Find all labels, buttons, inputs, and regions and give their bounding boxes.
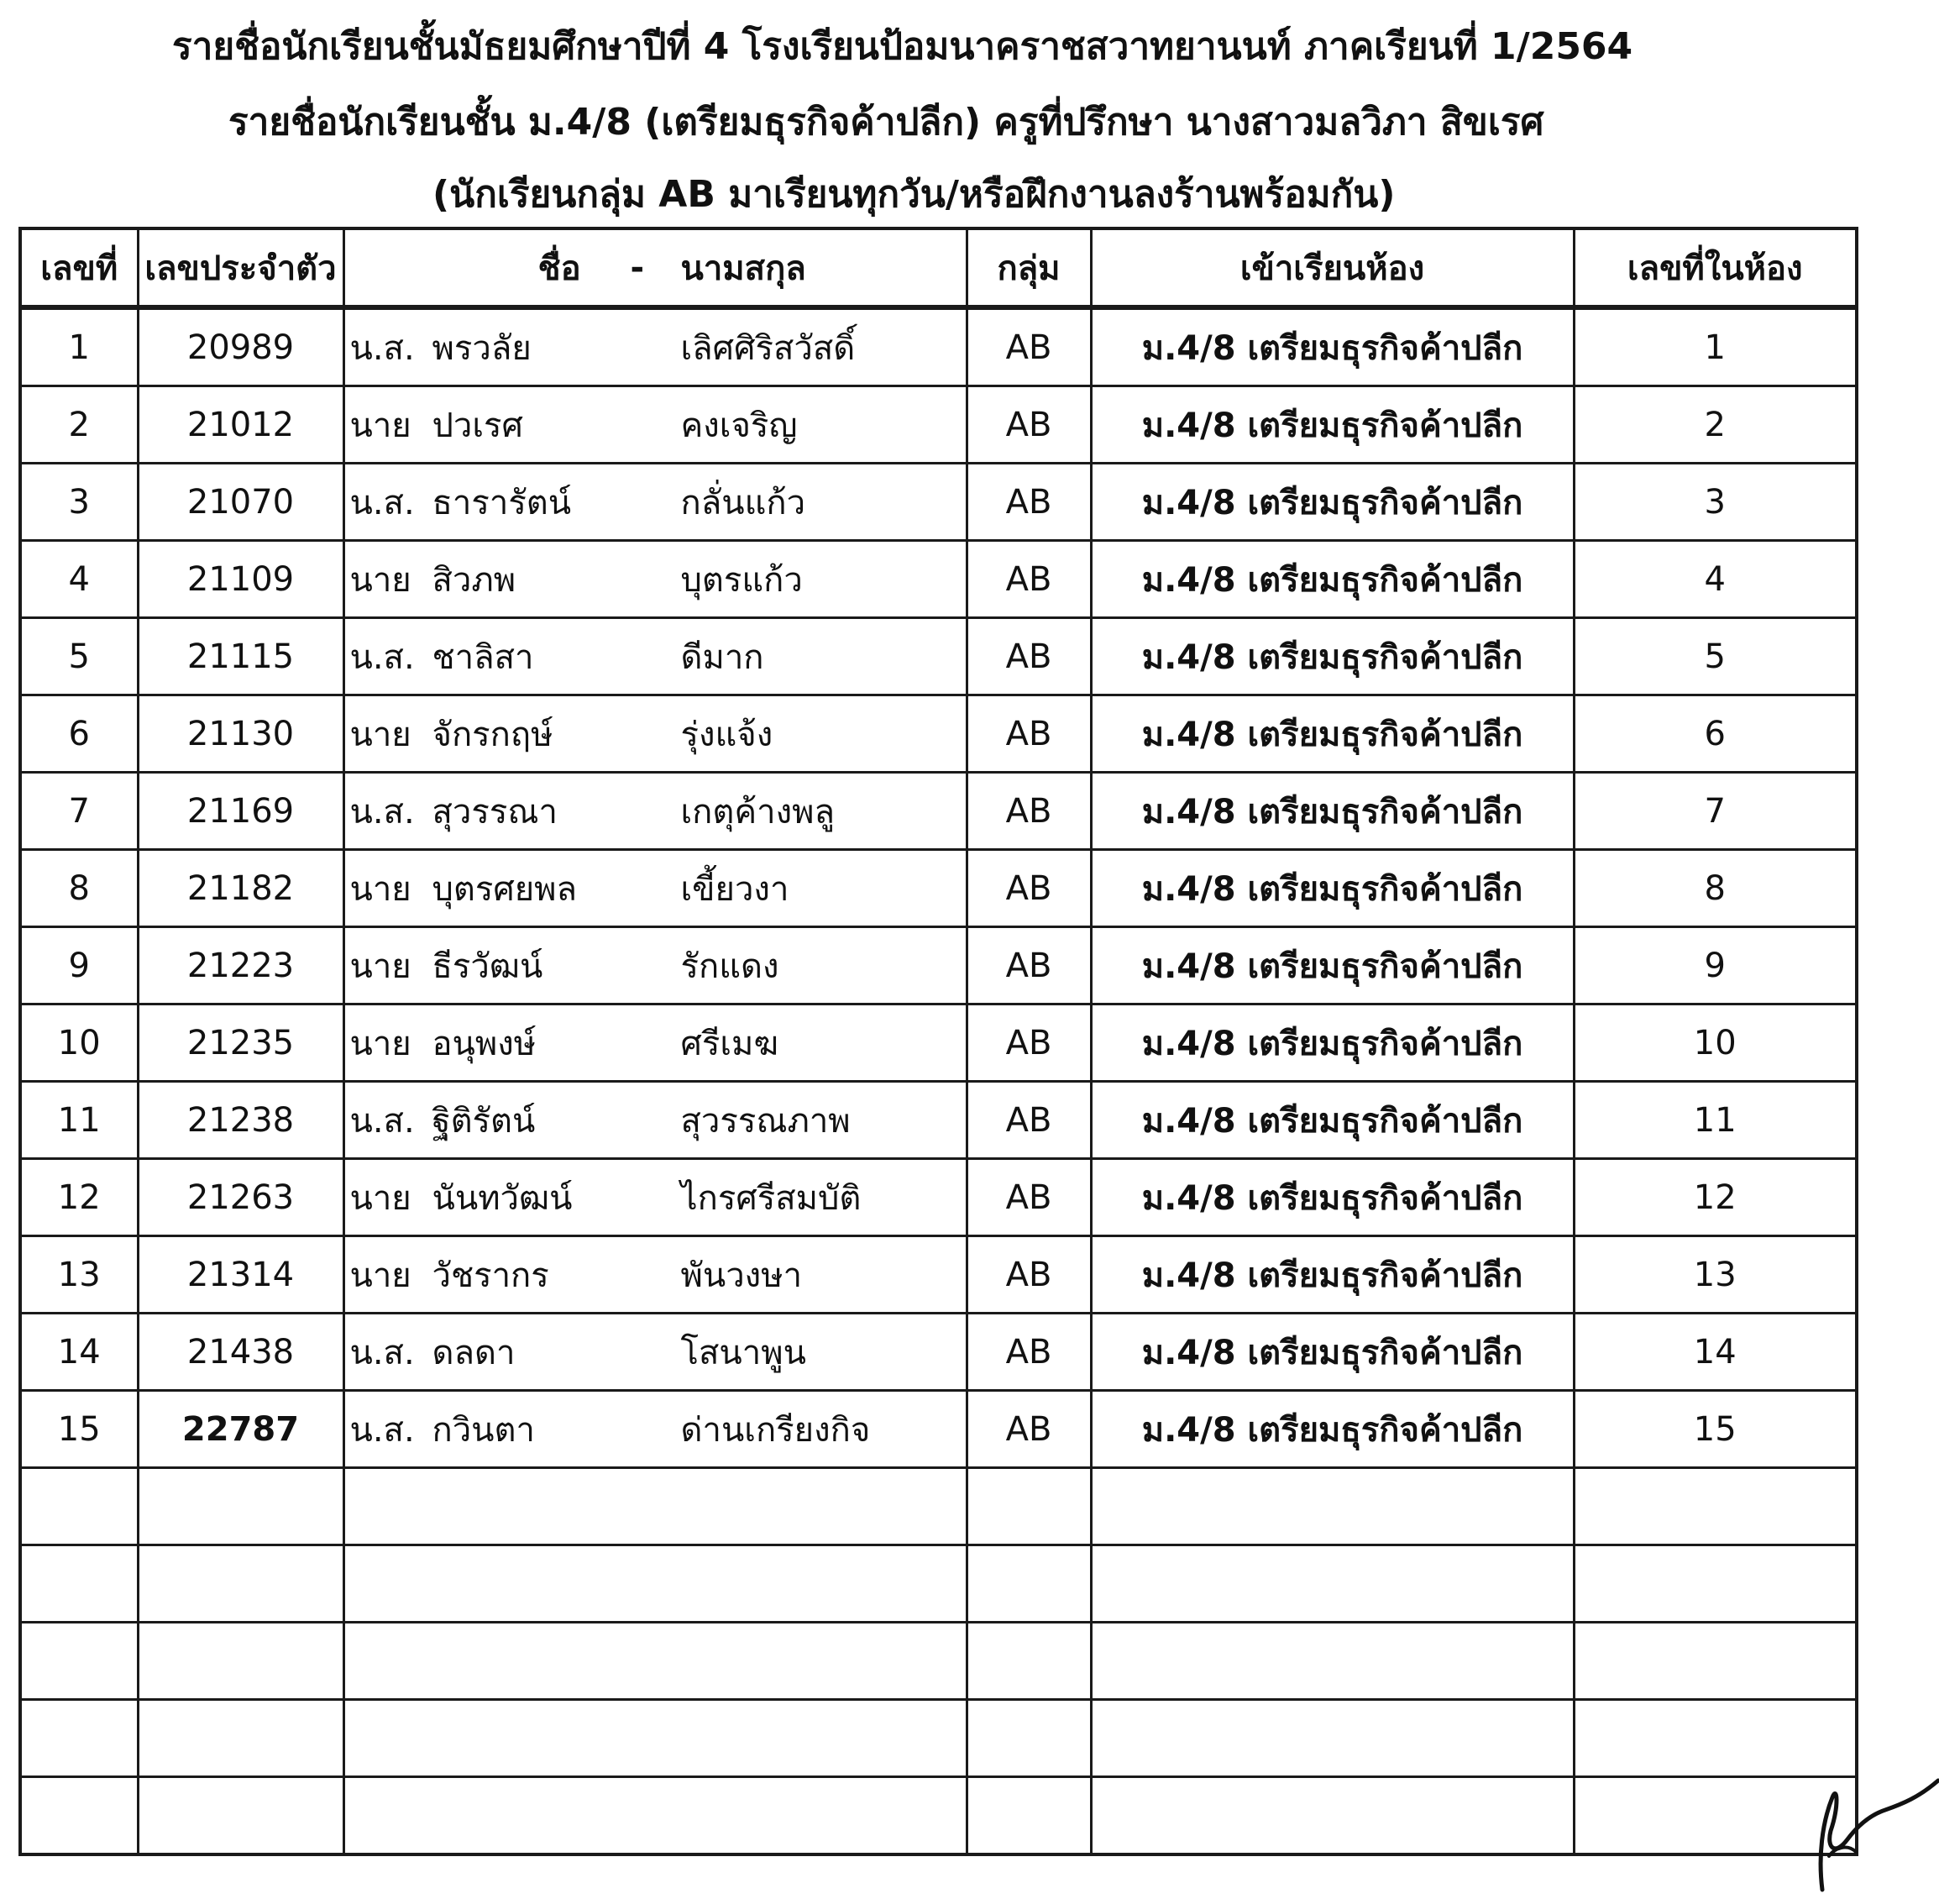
group-cell: AB (967, 773, 1091, 850)
room-cell: ม.4/8 เตรียมธุรกิจค้าปลีก (1091, 1004, 1574, 1082)
seat-number: 1 (1574, 307, 1857, 386)
student-name-cell (343, 464, 967, 541)
name-prefix: นาย (349, 406, 411, 445)
student-name-cell (343, 1082, 967, 1159)
student-id: 21314 (138, 1236, 343, 1314)
student-id: 21438 (138, 1314, 343, 1391)
row-number: 5 (20, 618, 138, 695)
last-name: คงเจริญ (680, 406, 798, 445)
last-name: กลั่นแก้ว (680, 483, 806, 522)
blank-cell (1091, 1468, 1574, 1545)
table-row (20, 1082, 1857, 1159)
room-cell: ม.4/8 เตรียมธุรกิจค้าปลีก (1091, 618, 1574, 695)
last-name: โสนาพูน (680, 1333, 806, 1372)
name-prefix: น.ส. (349, 1101, 415, 1141)
student-name-cell (343, 927, 967, 1004)
blank-cell (138, 1468, 343, 1545)
header-dash: - (630, 248, 645, 287)
blank-cell (1574, 1545, 1857, 1623)
first-name: พรวลัย (432, 328, 532, 368)
seat-number: 7 (1574, 773, 1857, 850)
name-prefix: นาย (349, 947, 411, 986)
header-first-name: ชื่อ (537, 249, 581, 288)
last-name: เขี้ยวงา (680, 869, 789, 909)
room-cell: ม.4/8 เตรียมธุรกิจค้าปลีก (1091, 1082, 1574, 1159)
last-name: ดีมาก (680, 637, 764, 677)
blank-cell (1091, 1777, 1574, 1855)
last-name: เลิศศิริสวัสดิ์ (680, 328, 856, 368)
seat-number: 12 (1574, 1159, 1857, 1236)
blank-cell (967, 1777, 1091, 1855)
table-row (20, 850, 1857, 927)
first-name: สิวภพ (432, 560, 516, 600)
first-name: บุตรศยพล (432, 869, 578, 909)
room-cell: ม.4/8 เตรียมธุรกิจค้าปลีก (1091, 541, 1574, 618)
last-name: พันวงษา (680, 1256, 803, 1295)
first-name: ธารารัตน์ (432, 483, 572, 522)
row-number: 12 (20, 1159, 138, 1236)
room-cell: ม.4/8 เตรียมธุรกิจค้าปลีก (1091, 695, 1574, 773)
header-seat: เลขที่ในห้อง (1574, 228, 1857, 307)
blank-cell (343, 1545, 967, 1623)
table-row (20, 1314, 1857, 1391)
blank-row (20, 1777, 1857, 1855)
row-number: 9 (20, 927, 138, 1004)
room-cell: ม.4/8 เตรียมธุรกิจค้าปลีก (1091, 1236, 1574, 1314)
student-name-cell (343, 1391, 967, 1468)
document-title: รายชื่อนักเรียนชั้นมัธยมศึกษาปีที่ 4 โรงเรียนป้อมนาคราชสวาทยานนท์ ภาคเรียนที่ 1/2564 (172, 25, 1633, 68)
blank-cell (1091, 1545, 1574, 1623)
name-prefix: น.ส. (349, 1333, 415, 1372)
table-row (20, 1236, 1857, 1314)
seat-number: 13 (1574, 1236, 1857, 1314)
blank-cell (1574, 1623, 1857, 1700)
row-number: 15 (20, 1391, 138, 1468)
room-cell: ม.4/8 เตรียมธุรกิจค้าปลีก (1091, 1314, 1574, 1391)
student-name-cell (343, 386, 967, 464)
blank-cell (20, 1468, 138, 1545)
group-cell: AB (967, 307, 1091, 386)
row-number: 1 (20, 307, 138, 386)
name-prefix: นาย (349, 560, 411, 600)
name-prefix: นาย (349, 1024, 411, 1063)
header-student-id: เลขประจำตัว (138, 228, 343, 307)
student-roster-table (18, 227, 1858, 1856)
last-name: บุตรแก้ว (680, 560, 803, 600)
table-row (20, 1391, 1857, 1468)
roster-body (20, 307, 1857, 1854)
group-cell: AB (967, 1004, 1091, 1082)
seat-number: 5 (1574, 618, 1857, 695)
table-header-row (20, 228, 1857, 307)
group-cell: AB (967, 927, 1091, 1004)
header-last-name: นามสกุล (680, 249, 806, 288)
student-name-cell (343, 541, 967, 618)
name-prefix: น.ส. (349, 792, 415, 831)
student-name-cell (343, 307, 967, 386)
row-number: 14 (20, 1314, 138, 1391)
row-number: 10 (20, 1004, 138, 1082)
last-name: ด่านเกรียงกิจ (680, 1410, 871, 1450)
table-row (20, 773, 1857, 850)
blank-cell (20, 1777, 138, 1855)
student-id: 21182 (138, 850, 343, 927)
row-number: 11 (20, 1082, 138, 1159)
student-id: 21115 (138, 618, 343, 695)
seat-number: 8 (1574, 850, 1857, 927)
group-cell: AB (967, 1159, 1091, 1236)
student-name-cell (343, 695, 967, 773)
student-id: 21109 (138, 541, 343, 618)
last-name: สุวรรณภาพ (680, 1101, 851, 1141)
last-name: ศรีเมฆ (680, 1024, 779, 1063)
blank-row (20, 1623, 1857, 1700)
table-row (20, 307, 1857, 386)
table-row (20, 927, 1857, 1004)
blank-row (20, 1545, 1857, 1623)
blank-cell (1091, 1623, 1574, 1700)
blank-cell (343, 1623, 967, 1700)
table-row (20, 1159, 1857, 1236)
group-cell: AB (967, 1391, 1091, 1468)
blank-cell (967, 1700, 1091, 1777)
room-cell: ม.4/8 เตรียมธุรกิจค้าปลีก (1091, 773, 1574, 850)
signature-icon (1797, 1730, 1939, 1898)
group-cell: AB (967, 695, 1091, 773)
blank-cell (20, 1700, 138, 1777)
blank-cell (138, 1700, 343, 1777)
first-name: ปวเรศ (432, 406, 523, 445)
student-name-cell (343, 618, 967, 695)
blank-cell (138, 1545, 343, 1623)
seat-number: 2 (1574, 386, 1857, 464)
table-row (20, 386, 1857, 464)
first-name: ฐิติรัตน์ (432, 1101, 536, 1141)
first-name: ดลดา (432, 1333, 516, 1372)
row-number: 7 (20, 773, 138, 850)
table-row (20, 695, 1857, 773)
name-prefix: น.ส. (349, 483, 415, 522)
name-prefix: นาย (349, 1178, 411, 1218)
blank-cell (1091, 1700, 1574, 1777)
seat-number: 14 (1574, 1314, 1857, 1391)
last-name: ไกรศรีสมบัติ (680, 1178, 862, 1218)
first-name: วัชรากร (432, 1256, 549, 1295)
blank-cell (343, 1777, 967, 1855)
blank-cell (138, 1623, 343, 1700)
class-subtitle: รายชื่อนักเรียนชั้น ม.4/8 (เตรียมธุรกิจค้าปลีก) ครูที่ปรึกษา นางสาวมลวิภา สิขเรศ (228, 101, 1544, 144)
blank-cell (20, 1545, 138, 1623)
group-cell: AB (967, 1236, 1091, 1314)
blank-cell (967, 1623, 1091, 1700)
table-row (20, 1004, 1857, 1082)
student-name-cell (343, 1314, 967, 1391)
blank-cell (967, 1468, 1091, 1545)
student-id: 22787 (138, 1391, 343, 1468)
group-cell: AB (967, 464, 1091, 541)
table-row (20, 618, 1857, 695)
room-cell: ม.4/8 เตรียมธุรกิจค้าปลีก (1091, 1391, 1574, 1468)
student-id: 21263 (138, 1159, 343, 1236)
student-id: 21223 (138, 927, 343, 1004)
header-group: กลุ่ม (967, 228, 1091, 307)
student-id: 21012 (138, 386, 343, 464)
blank-cell (138, 1777, 343, 1855)
room-cell: ม.4/8 เตรียมธุรกิจค้าปลีก (1091, 850, 1574, 927)
name-prefix: น.ส. (349, 1410, 415, 1450)
name-prefix: นาย (349, 1256, 411, 1295)
student-id: 21169 (138, 773, 343, 850)
group-cell: AB (967, 1082, 1091, 1159)
seat-number: 11 (1574, 1082, 1857, 1159)
name-prefix: นาย (349, 715, 411, 754)
room-cell: ม.4/8 เตรียมธุรกิจค้าปลีก (1091, 464, 1574, 541)
name-prefix: น.ส. (349, 637, 415, 677)
first-name: กวินตา (432, 1410, 535, 1450)
seat-number: 6 (1574, 695, 1857, 773)
seat-number: 3 (1574, 464, 1857, 541)
group-cell: AB (967, 618, 1091, 695)
last-name: เกตุค้างพลู (680, 792, 835, 831)
room-cell: ม.4/8 เตรียมธุรกิจค้าปลีก (1091, 386, 1574, 464)
blank-cell (343, 1700, 967, 1777)
student-id: 21238 (138, 1082, 343, 1159)
row-number: 4 (20, 541, 138, 618)
first-name: จักรกฤษ์ (432, 715, 553, 754)
room-cell: ม.4/8 เตรียมธุรกิจค้าปลีก (1091, 307, 1574, 386)
row-number: 13 (20, 1236, 138, 1314)
header-no: เลขที่ (20, 228, 138, 307)
last-name: รุ่งแจ้ง (680, 715, 773, 754)
seat-number: 10 (1574, 1004, 1857, 1082)
student-name-cell (343, 773, 967, 850)
student-name-cell (343, 850, 967, 927)
seat-number: 4 (1574, 541, 1857, 618)
room-cell: ม.4/8 เตรียมธุรกิจค้าปลีก (1091, 927, 1574, 1004)
table-row (20, 464, 1857, 541)
first-name: สุวรรณา (432, 792, 558, 831)
header-full-name (343, 228, 967, 307)
blank-cell (20, 1623, 138, 1700)
group-cell: AB (967, 1314, 1091, 1391)
first-name: ธีรวัฒน์ (432, 947, 543, 986)
blank-row (20, 1468, 1857, 1545)
name-prefix: นาย (349, 869, 411, 909)
name-prefix: น.ส. (349, 328, 415, 368)
blank-cell (967, 1545, 1091, 1623)
student-id: 21130 (138, 695, 343, 773)
seat-number: 15 (1574, 1391, 1857, 1468)
group-note: (นักเรียนกลุ่ม AB มาเรียนทุกวัน/หรือฝึกงานลงร้านพร้อมกัน) (432, 173, 1396, 216)
student-id: 20989 (138, 307, 343, 386)
student-name-cell (343, 1236, 967, 1314)
row-number: 6 (20, 695, 138, 773)
blank-row (20, 1700, 1857, 1777)
group-cell: AB (967, 850, 1091, 927)
student-id: 21070 (138, 464, 343, 541)
header-room: เข้าเรียนห้อง (1091, 228, 1574, 307)
group-cell: AB (967, 386, 1091, 464)
row-number: 8 (20, 850, 138, 927)
row-number: 2 (20, 386, 138, 464)
first-name: นันทวัฒน์ (432, 1178, 573, 1218)
table-row (20, 541, 1857, 618)
row-number: 3 (20, 464, 138, 541)
first-name: ชาลิสา (432, 637, 534, 677)
blank-cell (1574, 1468, 1857, 1545)
student-name-cell (343, 1004, 967, 1082)
student-name-cell (343, 1159, 967, 1236)
room-cell: ม.4/8 เตรียมธุรกิจค้าปลีก (1091, 1159, 1574, 1236)
group-cell: AB (967, 541, 1091, 618)
student-id: 21235 (138, 1004, 343, 1082)
blank-cell (343, 1468, 967, 1545)
first-name: อนุพงษ์ (432, 1024, 537, 1063)
seat-number: 9 (1574, 927, 1857, 1004)
last-name: รักแดง (680, 947, 779, 986)
